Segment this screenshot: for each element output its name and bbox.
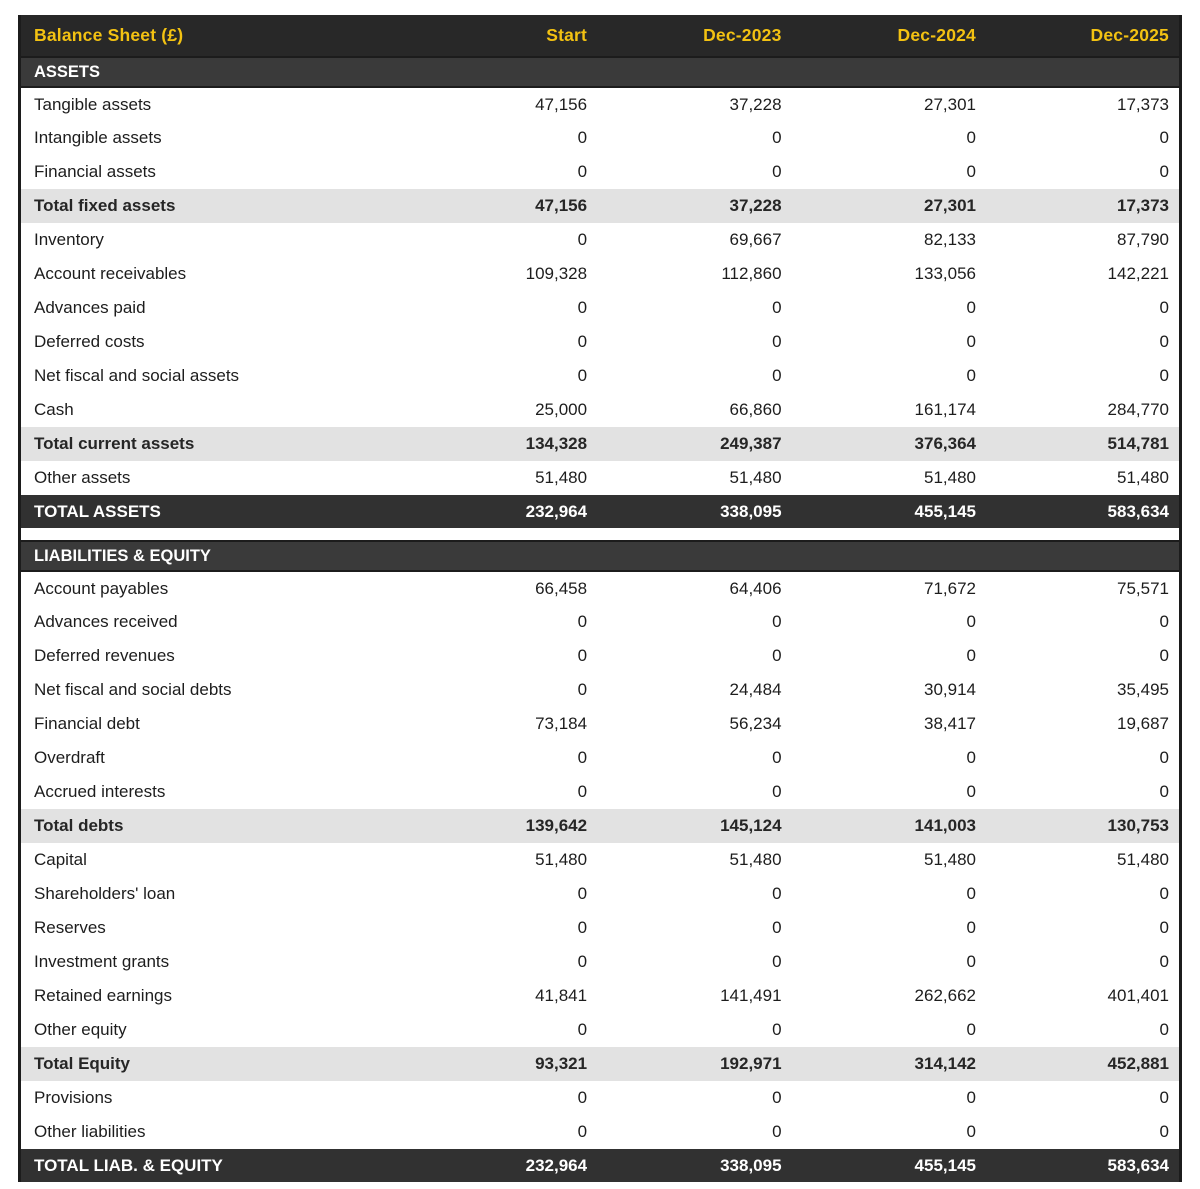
table-row [20,291,1181,325]
row-value: 75,571 [986,571,1181,605]
row-value: 17,373 [986,87,1181,121]
row-label: TOTAL LIAB. & EQUITY [20,1149,403,1182]
row-value: 0 [403,639,597,673]
row-label: Other liabilities [20,1115,403,1149]
row-value: 66,458 [403,571,597,605]
row-value: 38,417 [792,707,986,741]
section-header-row [20,541,1181,571]
row-label: Advances received [20,605,403,639]
row-value: 161,174 [792,393,986,427]
row-value: 0 [986,121,1181,155]
row-value: 0 [792,291,986,325]
row-value: 0 [403,223,597,257]
table-row [20,775,1181,809]
row-label: Advances paid [20,291,403,325]
row-value: 0 [403,877,597,911]
row-value: 0 [986,605,1181,639]
row-value: 51,480 [986,843,1181,877]
row-label: Total current assets [20,427,403,461]
table-row [20,87,1181,121]
row-value: 130,753 [986,809,1181,843]
row-value: 25,000 [403,393,597,427]
table-row [20,155,1181,189]
column-header-dec-2023: Dec-2023 [597,15,791,57]
row-label: Other equity [20,1013,403,1047]
row-value: 51,480 [403,461,597,495]
row-value: 73,184 [403,707,597,741]
row-value: 0 [792,605,986,639]
row-value: 17,373 [986,189,1181,223]
row-label: Intangible assets [20,121,403,155]
row-value: 314,142 [792,1047,986,1081]
row-value: 455,145 [792,1149,986,1182]
row-value: 0 [792,741,986,775]
row-value: 0 [403,291,597,325]
row-value: 0 [403,605,597,639]
row-value: 0 [986,1081,1181,1115]
row-value: 0 [403,1081,597,1115]
row-value: 93,321 [403,1047,597,1081]
row-value: 27,301 [792,87,986,121]
row-value: 0 [792,639,986,673]
row-value: 0 [986,1115,1181,1149]
row-value: 134,328 [403,427,597,461]
row-value: 455,145 [792,495,986,528]
row-value: 0 [403,1115,597,1149]
row-value: 0 [597,1115,791,1149]
row-value: 0 [986,155,1181,189]
row-value: 35,495 [986,673,1181,707]
row-value: 0 [986,877,1181,911]
row-label: Reserves [20,911,403,945]
row-value: 0 [597,1081,791,1115]
column-header-dec-2024: Dec-2024 [792,15,986,57]
row-value: 0 [597,877,791,911]
row-label: Account receivables [20,257,403,291]
row-label: Accrued interests [20,775,403,809]
row-value: 0 [597,325,791,359]
row-value: 0 [403,741,597,775]
row-value: 284,770 [986,393,1181,427]
row-label: Inventory [20,223,403,257]
table-row [20,461,1181,495]
row-value: 0 [403,155,597,189]
row-value: 64,406 [597,571,791,605]
table-row [20,1047,1181,1081]
row-value: 71,672 [792,571,986,605]
row-label: Overdraft [20,741,403,775]
row-value: 249,387 [597,427,791,461]
row-value: 0 [792,325,986,359]
row-value: 0 [597,639,791,673]
row-label: Total Equity [20,1047,403,1081]
row-value: 37,228 [597,87,791,121]
column-header-dec-2025: Dec-2025 [986,15,1181,57]
row-value: 0 [986,291,1181,325]
row-value: 133,056 [792,257,986,291]
row-value: 51,480 [597,461,791,495]
row-value: 47,156 [403,189,597,223]
row-value: 0 [597,945,791,979]
row-value: 0 [597,775,791,809]
table-row [20,707,1181,741]
table-row [20,427,1181,461]
row-label: Shareholders' loan [20,877,403,911]
table-row [20,189,1181,223]
row-value: 51,480 [792,843,986,877]
row-label: Financial debt [20,707,403,741]
row-value: 0 [792,877,986,911]
row-label: Deferred costs [20,325,403,359]
row-label: Total debts [20,809,403,843]
row-label: Account payables [20,571,403,605]
table-row [20,1081,1181,1115]
row-value: 0 [792,1081,986,1115]
table-row [20,1013,1181,1047]
row-value: 0 [986,1013,1181,1047]
row-label: Capital [20,843,403,877]
row-value: 0 [792,359,986,393]
row-value: 139,642 [403,809,597,843]
row-value: 0 [986,911,1181,945]
section-header-row [20,57,1181,87]
row-value: 0 [403,359,597,393]
row-value: 41,841 [403,979,597,1013]
row-label: Net fiscal and social assets [20,359,403,393]
row-value: 37,228 [597,189,791,223]
row-value: 51,480 [986,461,1181,495]
row-value: 27,301 [792,189,986,223]
row-label: Retained earnings [20,979,403,1013]
table-row [20,223,1181,257]
table-row [20,843,1181,877]
row-label: Tangible assets [20,87,403,121]
row-label: Financial assets [20,155,403,189]
row-value: 0 [597,741,791,775]
row-value: 262,662 [792,979,986,1013]
row-value: 0 [986,741,1181,775]
row-value: 82,133 [792,223,986,257]
row-value: 0 [403,775,597,809]
row-value: 0 [792,945,986,979]
section-header-label: ASSETS [20,57,1181,87]
row-value: 145,124 [597,809,791,843]
table-row [20,393,1181,427]
row-label: Net fiscal and social debts [20,673,403,707]
table-row [20,571,1181,605]
row-value: 583,634 [986,495,1181,528]
row-label: Total fixed assets [20,189,403,223]
row-value: 51,480 [403,843,597,877]
table-row [20,877,1181,911]
row-value: 112,860 [597,257,791,291]
row-value: 24,484 [597,673,791,707]
table-header-row [20,15,1181,57]
row-value: 141,491 [597,979,791,1013]
row-value: 338,095 [597,1149,791,1182]
row-value: 0 [986,359,1181,393]
table-row [20,809,1181,843]
spacer-cell [20,528,1181,541]
row-value: 19,687 [986,707,1181,741]
table-row [20,605,1181,639]
row-label: Deferred revenues [20,639,403,673]
row-value: 338,095 [597,495,791,528]
row-value: 56,234 [597,707,791,741]
table-row [20,911,1181,945]
table-row [20,945,1181,979]
row-value: 0 [792,775,986,809]
row-value: 87,790 [986,223,1181,257]
row-value: 0 [597,911,791,945]
row-value: 0 [403,1013,597,1047]
row-label: Investment grants [20,945,403,979]
row-value: 232,964 [403,1149,597,1182]
row-value: 452,881 [986,1047,1181,1081]
section-header-label: LIABILITIES & EQUITY [20,541,1181,571]
row-value: 51,480 [597,843,791,877]
row-value: 142,221 [986,257,1181,291]
table-row [20,325,1181,359]
row-value: 0 [597,1013,791,1047]
row-value: 514,781 [986,427,1181,461]
row-value: 0 [792,121,986,155]
column-header-start: Start [403,15,597,57]
table-row [20,639,1181,673]
row-value: 0 [986,945,1181,979]
table-row [20,1149,1181,1182]
row-value: 0 [597,121,791,155]
table-row [20,673,1181,707]
row-value: 66,860 [597,393,791,427]
report-title: Balance Sheet (£) [20,15,403,57]
row-value: 109,328 [403,257,597,291]
row-label: Provisions [20,1081,403,1115]
table-row [20,1115,1181,1149]
row-value: 583,634 [986,1149,1181,1182]
balance-sheet-table [18,15,1182,1182]
row-value: 0 [792,155,986,189]
balance-sheet-body [20,57,1181,1182]
row-value: 0 [403,911,597,945]
row-value: 0 [403,673,597,707]
row-value: 51,480 [792,461,986,495]
table-row [20,359,1181,393]
row-value: 0 [986,325,1181,359]
row-value: 0 [597,155,791,189]
row-value: 192,971 [597,1047,791,1081]
row-value: 141,003 [792,809,986,843]
row-value: 69,667 [597,223,791,257]
row-value: 0 [597,605,791,639]
row-value: 401,401 [986,979,1181,1013]
table-row [20,979,1181,1013]
row-value: 0 [986,639,1181,673]
row-value: 0 [403,121,597,155]
row-value: 0 [792,1013,986,1047]
row-value: 0 [403,325,597,359]
row-value: 47,156 [403,87,597,121]
table-row [20,257,1181,291]
row-value: 0 [792,1115,986,1149]
row-label: Cash [20,393,403,427]
row-value: 0 [986,775,1181,809]
row-value: 0 [597,359,791,393]
table-row [20,121,1181,155]
row-label: Other assets [20,461,403,495]
row-value: 0 [403,945,597,979]
spacer-row [20,528,1181,541]
row-label: TOTAL ASSETS [20,495,403,528]
table-row [20,495,1181,528]
table-row [20,741,1181,775]
row-value: 376,364 [792,427,986,461]
row-value: 0 [792,911,986,945]
row-value: 30,914 [792,673,986,707]
row-value: 232,964 [403,495,597,528]
row-value: 0 [597,291,791,325]
